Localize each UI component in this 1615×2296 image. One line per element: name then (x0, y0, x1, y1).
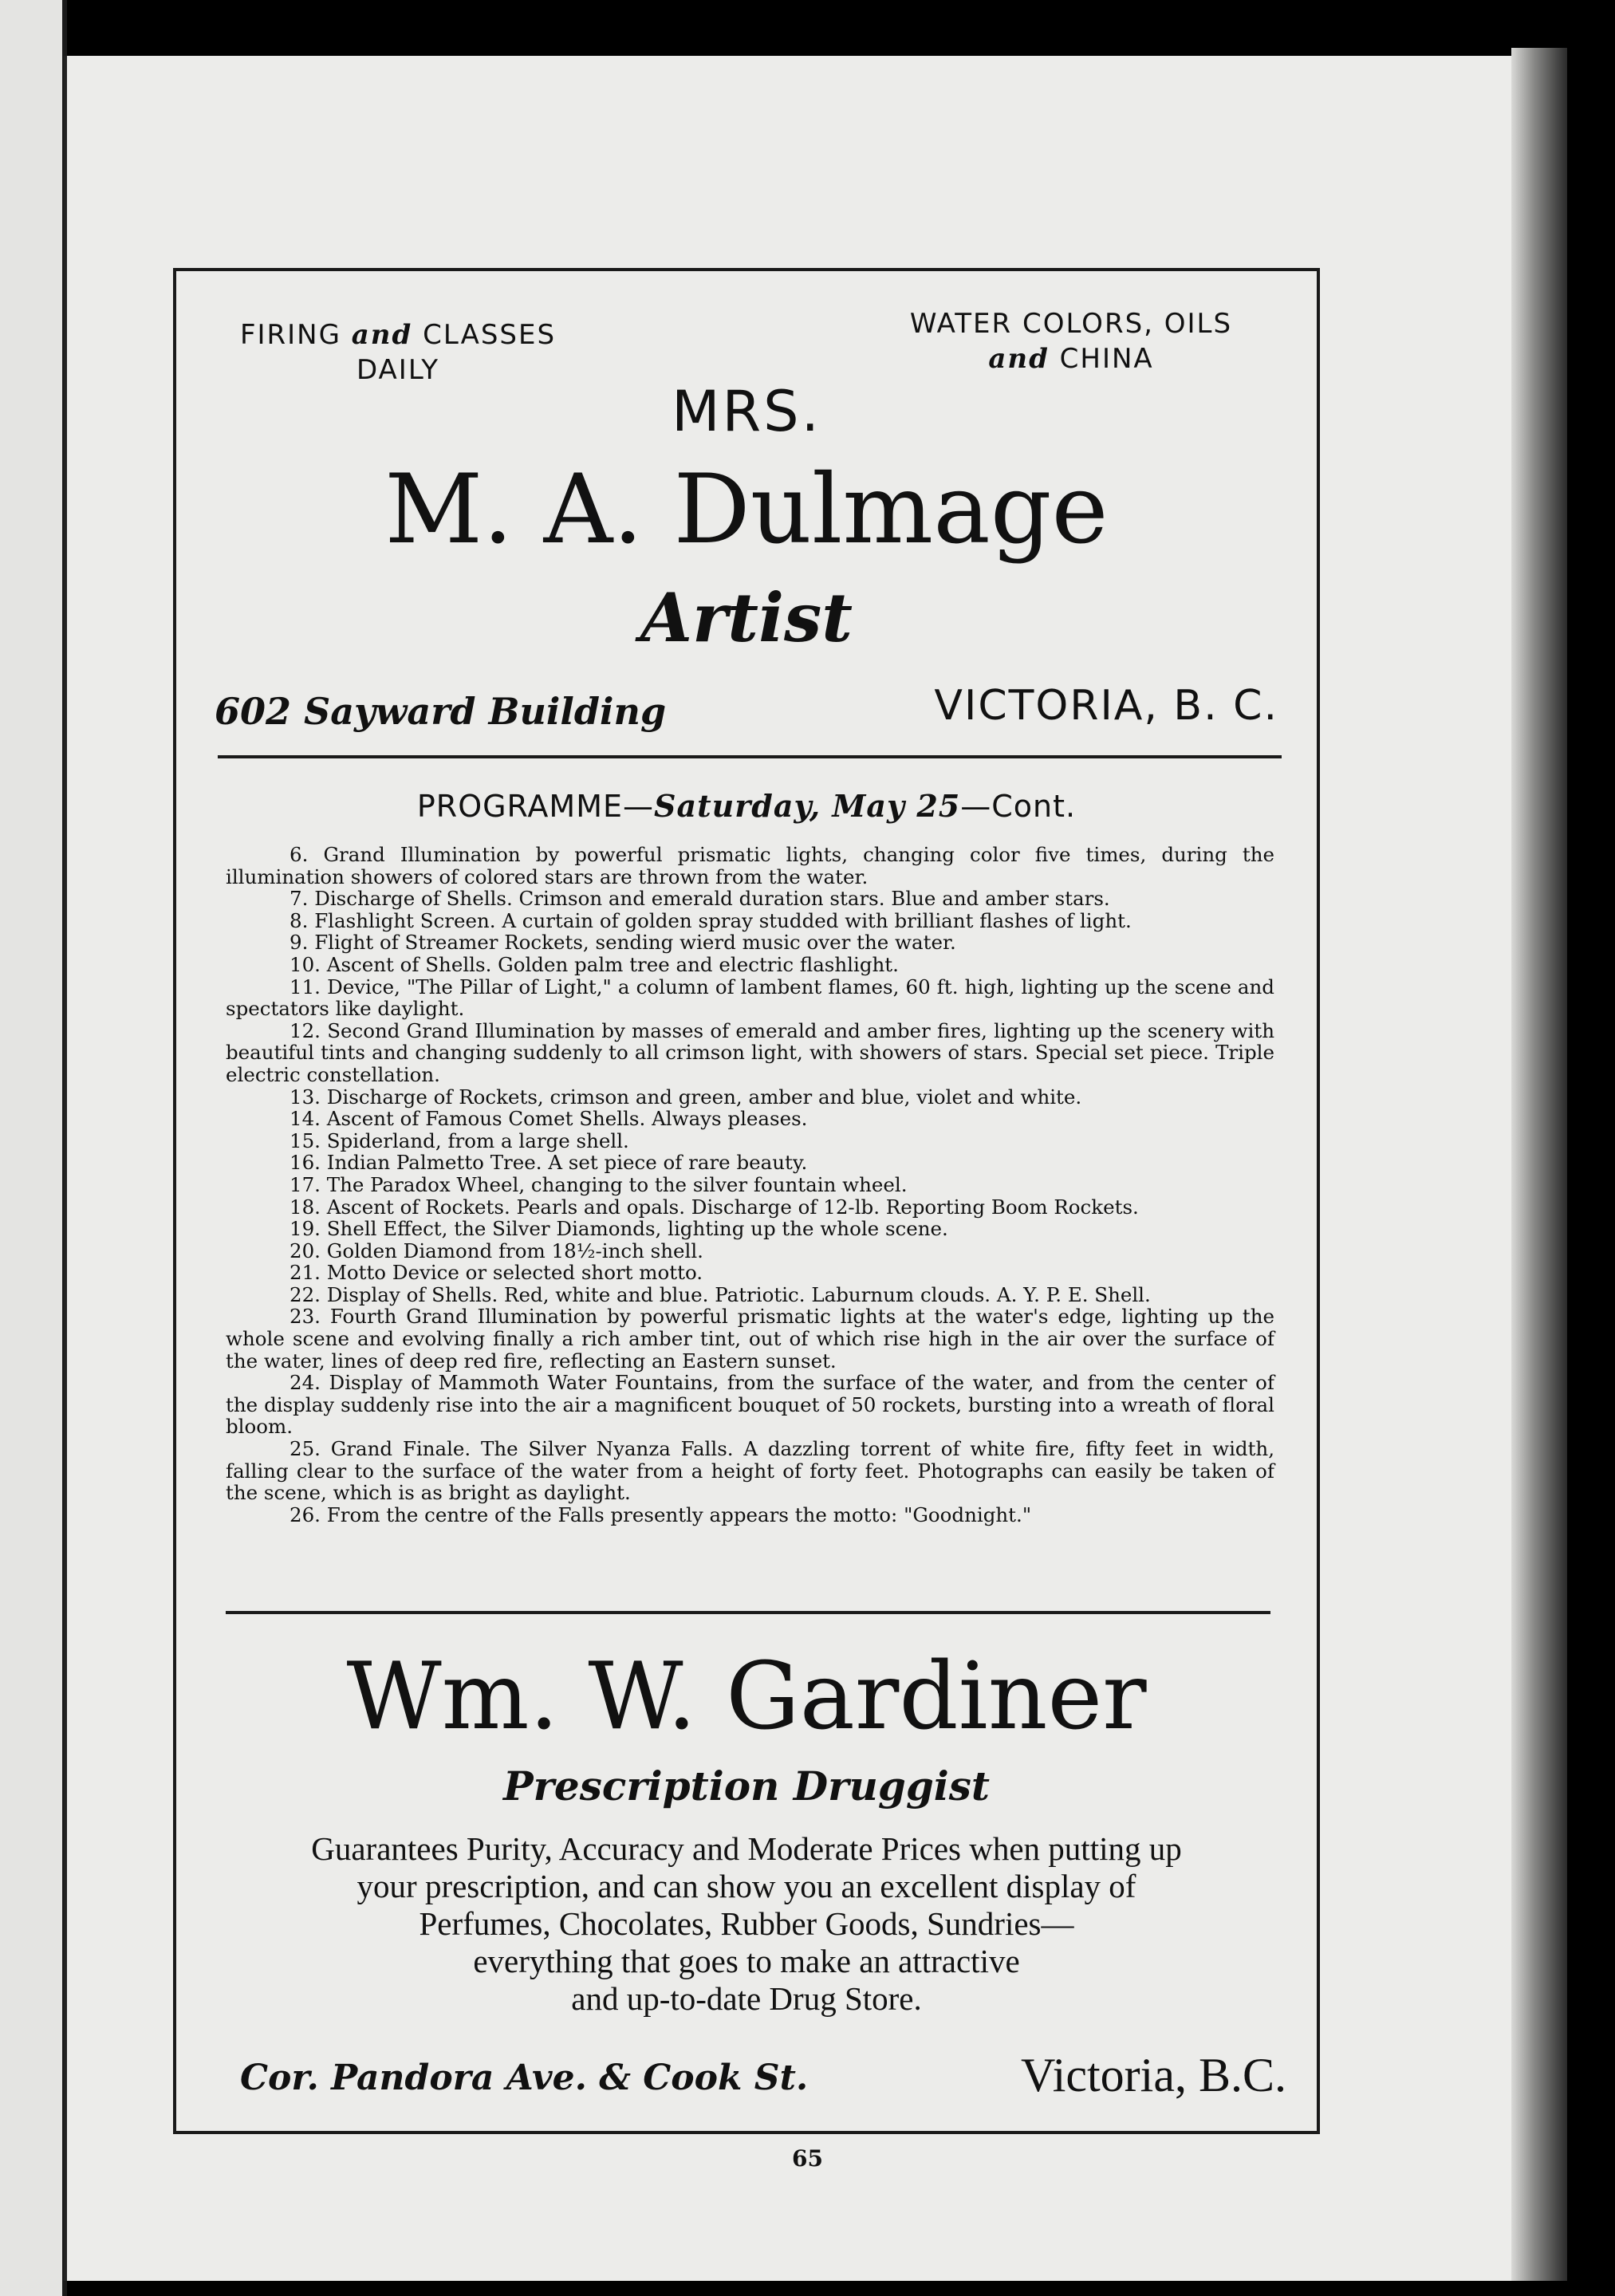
programme-item (226, 954, 1274, 976)
programme-item-text: The Paradox Wheel, changing to the silver fountain wheel. (326, 1172, 908, 1196)
programme-item-number: 21. (290, 1261, 321, 1285)
programme-item (226, 1284, 1274, 1306)
left-header-classes: CLASSES (412, 319, 557, 351)
programme-item-number: 7. (290, 887, 309, 911)
programme-item-number: 6. (290, 843, 309, 866)
right-header-china: CHINA (1049, 343, 1154, 375)
advertisement-frame (173, 268, 1320, 2134)
right-header-and: and (988, 343, 1050, 375)
programme-item-number: 18. (290, 1195, 321, 1219)
programme-item-text: Shell Effect, the Silver Diamonds, lighting up the whole scene. (326, 1217, 948, 1241)
programme-item-text: Grand Finale. The Silver Nyanza Falls. A dazzling torrent of white fire, fifty feet in width, falling clear to the surface of the water from a height of forty feet. Photographs can easily be taken of the scene, which is as bright as daylight. (226, 1437, 1274, 1505)
programme-item-text: Ascent of Famous Comet Shells. Always pleases. (326, 1107, 808, 1131)
programme-item-number: 23. (290, 1305, 321, 1329)
programme-item (226, 1152, 1274, 1174)
artist-right-header (864, 306, 1278, 376)
programme-item (226, 1086, 1274, 1109)
druggist-address: Cor. Pandora Ave. & Cook St. (240, 2058, 809, 2098)
programme-item-text: Indian Palmetto Tree. A set piece of rare beauty. (326, 1151, 808, 1175)
facing-page-edge (0, 0, 67, 2296)
druggist-body-line: everything that goes to make an attractive (473, 1943, 1020, 1979)
druggist-body-line: Guarantees Purity, Accuracy and Moderate Prices when putting up (311, 1830, 1182, 1867)
page-number: 65 (792, 2145, 823, 2172)
programme-list (226, 844, 1274, 1526)
druggist-body (176, 1830, 1317, 2018)
programme-item-text: From the centre of the Falls presently appears the motto: "Goodnight." (326, 1502, 1032, 1526)
programme-item-number: 26. (290, 1502, 321, 1526)
programme-item-number: 19. (290, 1217, 321, 1241)
programme-item (226, 1306, 1274, 1372)
druggist-body-line: and up-to-date Drug Store. (571, 1980, 922, 2017)
programme-item-text: Fourth Grand Illumination by powerful prismatic lights at the water's edge, lighting up the whole scene and evolving finally a rich amber tint, out of which rise high in the air over the surface of the water, lines of deep red fire, reflecting an Eastern sunset. (226, 1305, 1274, 1372)
programme-item-text: Spiderland, from a large shell. (326, 1128, 629, 1152)
artist-left-header (215, 317, 581, 388)
programme-item (226, 1130, 1274, 1152)
programme-item-number: 13. (290, 1085, 321, 1109)
programme-item-text: Grand Illumination by powerful prismatic lights, changing color five times, during the illumination showers of colored stars are thrown from the water. (226, 843, 1274, 888)
programme-item-number: 17. (290, 1172, 321, 1196)
programme-heading-label: PROGRAMME— (416, 789, 654, 824)
programme-item (226, 844, 1274, 888)
programme-heading (176, 788, 1317, 824)
programme-heading-date: Saturday, May 25 (654, 788, 961, 824)
programme-item (226, 1504, 1274, 1526)
programme-item (226, 1020, 1274, 1086)
artist-honorific: MRS. (672, 379, 821, 444)
left-header-firing: FIRING (239, 319, 352, 351)
druggist-subtitle: Prescription Druggist (502, 1762, 991, 1810)
programme-item-text: Second Grand Illumination by masses of emerald and amber fires, lighting up the scenery with beautiful tints and changing suddenly to all crimson light, with showers of stars. Special set piece. Triple electric constellation. (226, 1018, 1274, 1086)
programme-item-number: 11. (290, 975, 321, 998)
left-header-daily: DAILY (356, 354, 440, 386)
artist-city: VICTORIA, B. C. (934, 682, 1278, 730)
divider-rule-top (218, 755, 1282, 758)
programme-item-number: 22. (290, 1282, 321, 1306)
programme-item-text: Flight of Streamer Rockets, sending wierd music over the water. (314, 931, 956, 955)
programme-item-text: Ascent of Rockets. Pearls and opals. Discharge of 12-lb. Reporting Boom Rockets. (326, 1195, 1139, 1219)
programme-item (226, 976, 1274, 1020)
programme-item (226, 1262, 1274, 1284)
programme-item-number: 8. (290, 908, 309, 932)
programme-item (226, 1108, 1274, 1130)
right-header-media: WATER COLORS, OILS (909, 308, 1233, 340)
page-binding-shadow (1511, 48, 1567, 2281)
programme-item-text: Display of Mammoth Water Fountains, from the surface of the water, and from the center of the display suddenly rise into the air a magnificent bouquet of 50 rockets, bursting into a wreath of floral bloom. (226, 1371, 1274, 1439)
programme-item (226, 1372, 1274, 1438)
programme-item-number: 25. (290, 1437, 321, 1461)
programme-item-number: 14. (290, 1107, 321, 1131)
artist-title: Artist (640, 578, 853, 657)
programme-heading-cont: —Cont. (960, 789, 1077, 824)
druggist-body-line: your prescription, and can show you an excellent display of (356, 1868, 1136, 1904)
programme-item-number: 10. (290, 952, 321, 976)
programme-item (226, 1174, 1274, 1196)
programme-item-text: Discharge of Shells. Crimson and emerald duration stars. Blue and amber stars. (314, 887, 1110, 911)
artist-name: M. A. Dulmage (384, 455, 1109, 565)
divider-rule-bottom (226, 1611, 1270, 1614)
programme-item (226, 1196, 1274, 1219)
programme-item-text: Discharge of Rockets, crimson and green, amber and blue, violet and white. (326, 1085, 1082, 1109)
programme-item-number: 16. (290, 1151, 321, 1175)
programme-item-number: 9. (290, 931, 309, 955)
programme-item-text: Device, "The Pillar of Light," a column of lambent flames, 60 ft. high, lighting up the scene and spectators like daylight. (226, 975, 1274, 1021)
programme-item (226, 931, 1274, 954)
programme-item (226, 1240, 1274, 1262)
programme-item-number: 20. (290, 1239, 321, 1262)
programme-item-text: Golden Diamond from 18½-inch shell. (326, 1239, 703, 1262)
programme-item-number: 15. (290, 1128, 321, 1152)
programme-item-number: 24. (290, 1371, 321, 1395)
programme-item (226, 1438, 1274, 1504)
programme-item (226, 1218, 1274, 1240)
programme-item-text: Display of Shells. Red, white and blue. Patriotic. Laburnum clouds. A. Y. P. E. Shell. (326, 1282, 1151, 1306)
druggist-city: Victoria, B.C. (1020, 2049, 1286, 2101)
programme-item-text: Motto Device or selected short motto. (326, 1261, 703, 1285)
artist-address: 602 Sayward Building (215, 690, 667, 733)
druggist-body-line: Perfumes, Chocolates, Rubber Goods, Sundries— (419, 1905, 1074, 1942)
left-header-and: and (351, 319, 413, 351)
programme-item (226, 888, 1274, 910)
druggist-name: Wm. W. Gardiner (346, 1643, 1147, 1751)
programme-item-number: 12. (290, 1018, 321, 1042)
programme-item-text: Ascent of Shells. Golden palm tree and electric flashlight. (326, 952, 899, 976)
programme-item (226, 910, 1274, 932)
programme-item-text: Flashlight Screen. A curtain of golden spray studded with brilliant flashes of light. (314, 908, 1132, 932)
